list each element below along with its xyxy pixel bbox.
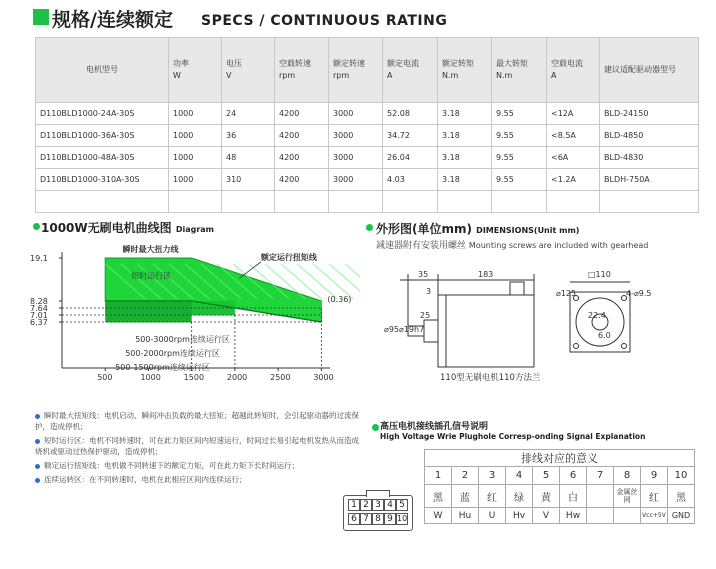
curve-section-dot: [33, 223, 40, 230]
table-cell: 24: [222, 103, 275, 125]
pin-number: 5: [533, 467, 560, 485]
y-tick-label: 19.1: [30, 254, 48, 263]
plughole-table-title: 排线对应的意义: [425, 450, 695, 467]
table-cell: <12A: [547, 103, 600, 125]
end-value-label: (0.36): [327, 295, 352, 304]
mount-hole: [574, 344, 579, 349]
col-voltage: 电压 V: [222, 38, 275, 103]
connector-box: [510, 282, 524, 295]
table-cell: [383, 191, 438, 213]
table-cell: 1000: [169, 103, 222, 125]
table-row: [36, 103, 699, 125]
connector-pin: 6: [348, 513, 360, 525]
plughole-table: [424, 449, 695, 524]
col-rated-current: 额定电流 A: [383, 38, 438, 103]
table-cell: 310: [222, 169, 275, 191]
table-row: [36, 125, 699, 147]
col-rated-torque: 额定转矩 N.m: [438, 38, 492, 103]
rated-torque-label: 额定运行扭矩线: [260, 253, 317, 262]
table-cell: D110BLD1000-36A-30S: [36, 125, 169, 147]
x-tick-label: 500: [97, 373, 113, 382]
page-title-zh: 规格/连续额定: [52, 9, 173, 31]
pin-number: 9: [641, 467, 668, 485]
table-cell: 9.55: [492, 103, 547, 125]
connector-diagram: [343, 495, 413, 531]
table-cell: 4200: [275, 125, 329, 147]
connector-latch: [366, 490, 390, 497]
motor-body-side: [438, 295, 534, 367]
dim-3: 3: [426, 287, 432, 296]
table-cell: 48: [222, 147, 275, 169]
connector-pin: 8: [372, 513, 384, 525]
col-rated-speed: 额定转速 rpm: [329, 38, 383, 103]
connector-pin: 2: [360, 499, 372, 511]
table-cell: <1.2A: [547, 169, 600, 191]
specs-table: [35, 37, 699, 213]
dimensions-caption: 110型无刷电机110方法兰: [440, 373, 541, 383]
signal-name: Hw: [560, 508, 587, 524]
plughole-pin-row: [425, 467, 695, 485]
table-cell: 3.18: [438, 169, 492, 191]
table-cell: 52.08: [383, 103, 438, 125]
table-cell: BLD-24150: [600, 103, 699, 125]
dim-25: 25: [420, 311, 431, 320]
dim-6: 6.0: [598, 331, 611, 340]
y-tick-label: 6.37: [30, 318, 48, 327]
zone-label: 500-1500rpm连续运行区: [115, 363, 210, 372]
table-cell: 36: [222, 125, 275, 147]
table-cell: 34.72: [383, 125, 438, 147]
table-cell: D110BLD1000-310A-30S: [36, 169, 169, 191]
table-cell: 4.03: [383, 169, 438, 191]
table-row: [36, 147, 699, 169]
connector-pin: 5: [396, 499, 408, 511]
signal-name: GND: [668, 508, 695, 524]
connector-pin: 9: [384, 513, 396, 525]
dim-holes: 4-⌀9.5: [626, 289, 652, 298]
torque-curve-chart: [0, 238, 360, 398]
table-cell: [275, 191, 329, 213]
pin-number: 2: [452, 467, 479, 485]
table-row: [36, 191, 699, 213]
table-cell: [36, 191, 169, 213]
connector-pin: 3: [372, 499, 384, 511]
table-cell: 1000: [169, 125, 222, 147]
table-cell: 3000: [329, 147, 383, 169]
note-item: 连续运转区：在不同转速时，电机在此相应区间内连续运行；: [35, 474, 365, 485]
connector-row-bottom: [344, 513, 412, 525]
bullet-icon: [35, 414, 40, 419]
wiring-title-zh: 高压电机接线插孔信号说明: [380, 422, 489, 432]
col-power: 功率 W: [169, 38, 222, 103]
table-cell: 3.18: [438, 125, 492, 147]
dimensions-section-dot: [366, 224, 373, 231]
table-cell: [600, 191, 699, 213]
table-cell: 3000: [329, 125, 383, 147]
dimensions-title: 外形图(单位mm) DIMENSIONS(Unit mm): [376, 222, 580, 236]
note-item: 额定运行扭矩线：电机做不同转速下的额定力矩，可在此力矩下长时间运行；: [35, 460, 365, 471]
plughole-title-row: [425, 450, 695, 467]
signal-name: Vcc+5V: [641, 508, 668, 524]
wire-color: 金属丝网: [614, 485, 641, 508]
table-cell: [222, 191, 275, 213]
x-tick-label: 1500: [183, 373, 205, 382]
table-cell: [492, 191, 547, 213]
pin-number: 10: [668, 467, 695, 485]
specs-header-row: [36, 38, 699, 103]
short-time-label: 短时运行区: [131, 271, 172, 281]
table-cell: BLD-4850: [600, 125, 699, 147]
page-title-en: SPECS / CONTINUOUS RATING: [201, 13, 448, 29]
plughole-color-row: [425, 485, 695, 508]
note-item: 瞬时最大扭矩线：电机启动、瞬间冲击负载的最大扭矩；超越此转矩时，会引起驱动器的过流保护，造成停机；: [35, 411, 359, 431]
wiring-title-en: High Voltage Wrie Plughole Corresp-onding Signal Explanation: [380, 432, 646, 441]
table-row: [36, 169, 699, 191]
shaft-side: [424, 320, 438, 342]
signal-name: V: [533, 508, 560, 524]
pin-number: 7: [587, 467, 614, 485]
y-tick-label: 7.64: [30, 304, 48, 313]
table-cell: 9.55: [492, 169, 547, 191]
pin-number: 4: [506, 467, 533, 485]
signal-name: Hv: [506, 508, 533, 524]
connector-pin: 10: [397, 514, 408, 523]
x-tick-label: 2500: [270, 373, 291, 382]
pin-number: 1: [425, 467, 452, 485]
connector-row-top: [344, 499, 412, 511]
plughole-signal-row: [425, 508, 695, 524]
wire-color: 黑: [668, 485, 695, 508]
table-cell: <6A: [547, 147, 600, 169]
wiring-section-dot: [372, 424, 379, 431]
bullet-icon: [35, 478, 40, 483]
y-tick-label: 7.01: [30, 311, 48, 320]
table-cell: 4200: [275, 147, 329, 169]
notes-list: [35, 410, 365, 485]
dim-pcd: ⌀125: [556, 289, 577, 298]
motor-face-square: [570, 292, 630, 352]
y-tick-label: 8.28: [30, 297, 48, 306]
wire-color: 红: [641, 485, 668, 508]
col-driver: 建议适配驱动器型号: [600, 38, 699, 103]
col-model: 电机型号: [36, 38, 169, 103]
table-cell: 3000: [329, 169, 383, 191]
continuous-zone-band: [105, 301, 191, 323]
signal-name: W: [425, 508, 452, 524]
dim-35: 35: [418, 270, 429, 279]
connector-pin: 1: [348, 499, 360, 511]
note-item: 短时运行区：电机不同转速时，可在此力矩区间内短速运行，时间过长易引起电机发热从而造成烧机或驱动过热保护驱动，造成停机；: [35, 436, 359, 456]
signal-name: [614, 508, 641, 524]
table-cell: 3.18: [438, 147, 492, 169]
curve-title: 1000W无刷电机曲线图 Diagram: [41, 221, 215, 235]
chart-layer: [30, 244, 360, 382]
x-tick-label: 3000: [313, 373, 334, 382]
pin-number: 6: [560, 467, 587, 485]
wire-color: 黄: [533, 485, 560, 508]
table-cell: 1000: [169, 147, 222, 169]
connector-pin: 7: [360, 513, 372, 525]
table-cell: 4200: [275, 103, 329, 125]
dim-110: □110: [588, 270, 611, 279]
title-accent-square: [33, 9, 49, 25]
dim-22-4: 22.4: [588, 311, 606, 320]
bullet-icon: [35, 464, 40, 469]
table-cell: 3.18: [438, 103, 492, 125]
col-noload-speed: 空载转速 rpm: [275, 38, 329, 103]
bullet-icon: [35, 439, 40, 444]
table-cell: D110BLD1000-24A-30S: [36, 103, 169, 125]
hatch-line: [313, 264, 353, 299]
table-cell: BLD-4830: [600, 147, 699, 169]
table-cell: 9.55: [492, 125, 547, 147]
x-tick-label: 2000: [226, 373, 248, 382]
table-cell: 4200: [275, 169, 329, 191]
table-cell: <8.5A: [547, 125, 600, 147]
pin-number: 8: [614, 467, 641, 485]
table-cell: [329, 191, 383, 213]
wire-color: [587, 485, 614, 508]
table-cell: BLDH-750A: [600, 169, 699, 191]
table-cell: 9.55: [492, 147, 547, 169]
table-cell: [438, 191, 492, 213]
wire-color: 黑: [425, 485, 452, 508]
table-cell: [169, 191, 222, 213]
dimensions-drawing: [360, 262, 680, 397]
wire-color: 红: [479, 485, 506, 508]
wire-color: 白: [560, 485, 587, 508]
wire-color: 蓝: [452, 485, 479, 508]
hatch-line: [297, 264, 337, 299]
mount-hole: [622, 344, 627, 349]
signal-name: Hu: [452, 508, 479, 524]
table-cell: 3000: [329, 103, 383, 125]
signal-name: U: [479, 508, 506, 524]
table-cell: D110BLD1000-48A-30S: [36, 147, 169, 169]
wire-color: 绿: [506, 485, 533, 508]
table-cell: [547, 191, 600, 213]
pin-number: 3: [479, 467, 506, 485]
dim-shaft: ⌀95⌀19h7: [384, 325, 425, 334]
dimensions-subtitle: 减速器附有安装用螺丝 Mounting screws are included with gearhead: [376, 241, 649, 251]
x-tick-label: 1000: [140, 373, 161, 382]
signal-name: [587, 508, 614, 524]
dim-183: 183: [478, 270, 494, 279]
col-noload-current: 空载电流 A: [547, 38, 600, 103]
table-cell: 26.04: [383, 147, 438, 169]
zone-label: 500-2000rpm连续运行区: [125, 349, 220, 358]
table-cell: 1000: [169, 169, 222, 191]
col-max-torque: 最大转矩 N.m: [492, 38, 547, 103]
connector-pin: 4: [384, 499, 396, 511]
zone-label: 500-3000rpm连续运行区: [135, 335, 230, 344]
max-torque-label: 瞬时最大扭力线: [122, 245, 179, 254]
